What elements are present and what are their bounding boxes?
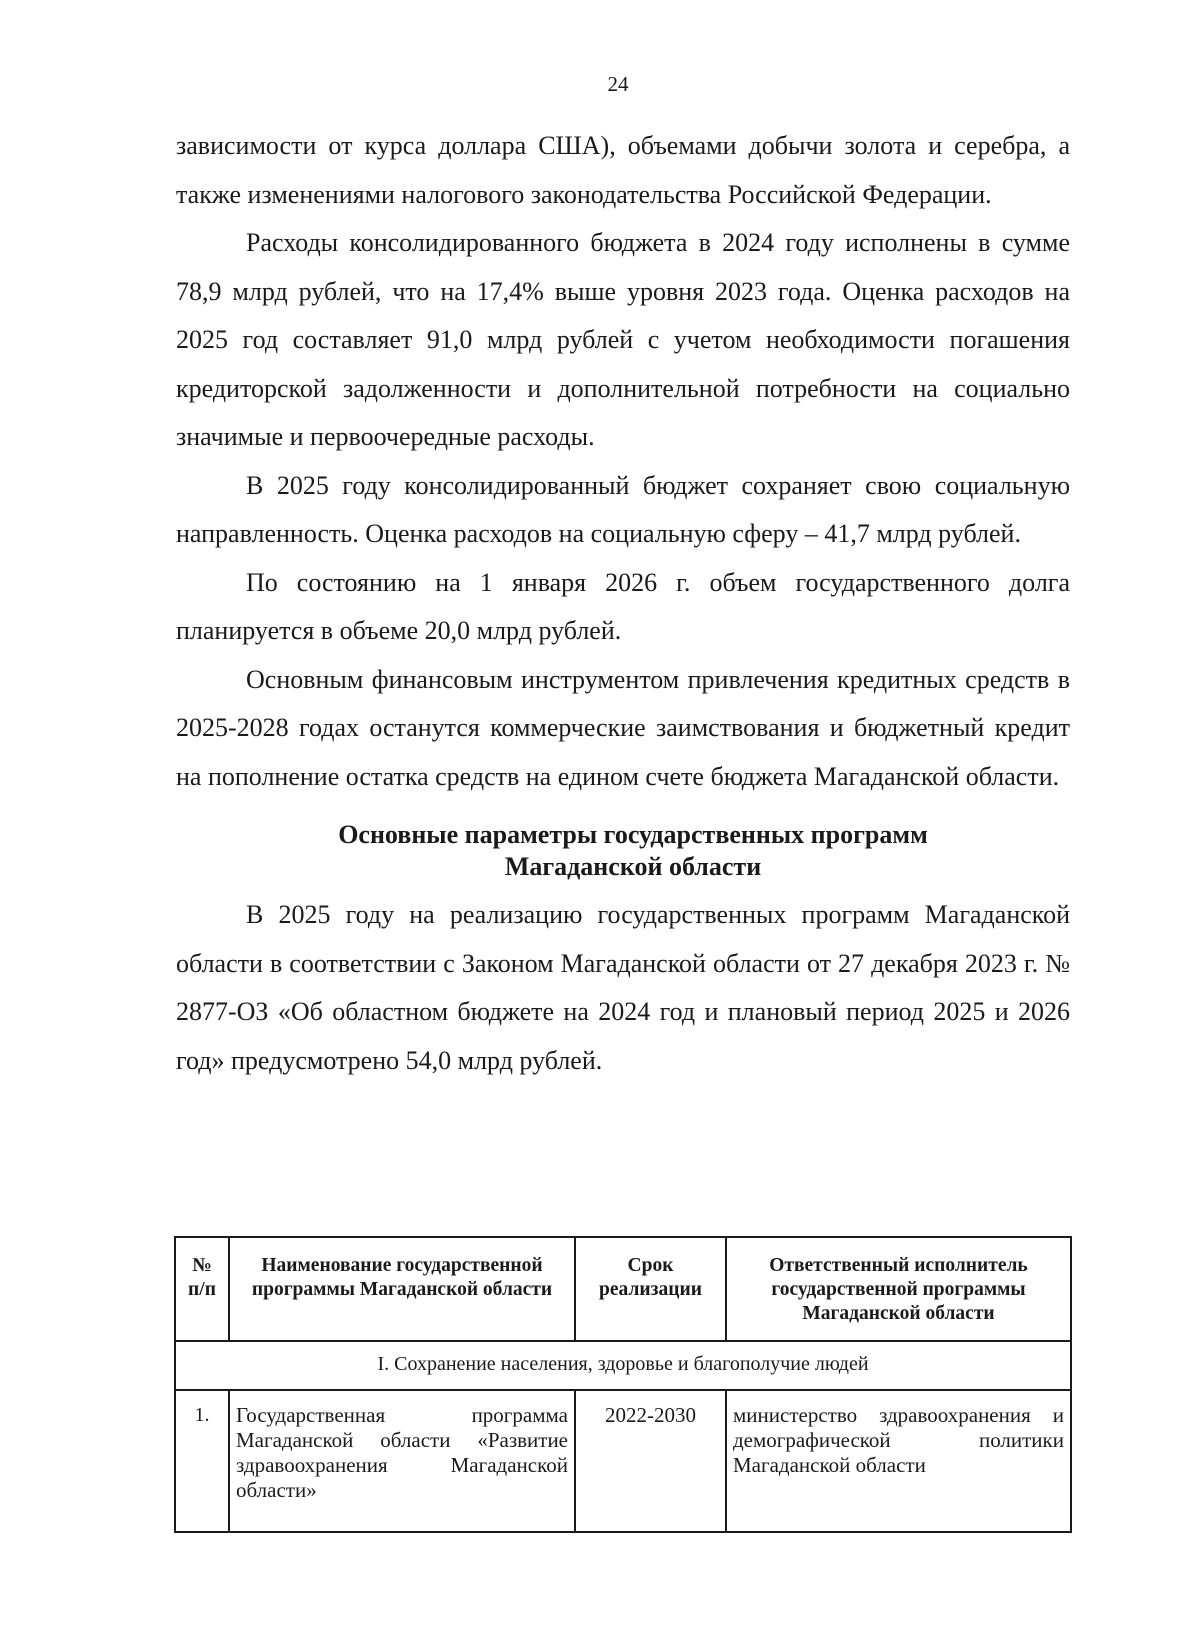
paragraph-continuation: зависимости от курса доллара США), объемами добычи золота и серебра, а также изменениями налогового законодательства Российской Федерации. — [176, 131, 1070, 209]
header-period: Срок реализации — [575, 1237, 726, 1341]
section-title-line-1: Основные параметры государственных программ — [338, 820, 928, 849]
row-period: 2022-2030 — [575, 1390, 726, 1532]
document-body — [176, 122, 1070, 1085]
paragraph-programs: В 2025 году на реализацию государственных программ Магаданской области в соответствии с Законом Магаданской области от 27 декабря 2023 г. № 2877-ОЗ «Об областном бюджете на 2024 год и плановый период 2025 и 2026 год» предусмотрено 54,0 млрд рублей. — [176, 900, 1070, 1075]
section-title — [176, 819, 1070, 883]
header-number: № п/п — [175, 1237, 229, 1341]
section-title-line-2: Магаданской области — [504, 852, 762, 881]
table-header-row — [175, 1237, 1071, 1341]
table-row — [175, 1390, 1071, 1532]
table-section-row — [175, 1341, 1071, 1390]
page-number: 24 — [607, 72, 629, 96]
row-program-name: Государственная программа Магаданской области «Развитие здравоохранения Магаданской области» — [229, 1390, 575, 1532]
section-heading-cell: I. Сохранение населения, здоровье и благополучие людей — [175, 1341, 1071, 1390]
programs-table — [174, 1236, 1072, 1533]
row-number: 1. — [175, 1390, 229, 1532]
header-program-name: Наименование государственной программы Магаданской области — [229, 1237, 575, 1341]
paragraph-social-focus: В 2025 году консолидированный бюджет сохраняет свою социальную направленность. Оценка расходов на социальную сферу – 41,7 млрд рублей. — [176, 470, 1070, 548]
row-executor: министерство здравоохранения и демографической политики Магаданской области — [726, 1390, 1071, 1532]
paragraph-borrowing: Основным финансовым инструментом привлечения кредитных средств в 2025-2028 годах останутся коммерческие заимствования и бюджетный кредит на пополнение остатка средств на едином счете бюджета Магаданской области. — [176, 664, 1070, 791]
header-executor: Ответственный исполнитель государственной программы Магаданской области — [726, 1237, 1071, 1341]
paragraph-state-debt: По состоянию на 1 января 2026 г. объем государственного долга планируется в объеме 20,0 млрд рублей. — [176, 567, 1070, 645]
paragraph-expenses: Расходы консолидированного бюджета в 2024 году исполнены в сумме 78,9 млрд рублей, что на 17,4% выше уровня 2023 года. Оценка расходов на 2025 год составляет 91,0 млрд рублей с учетом необходимости погашения кредиторской задолженности и дополнительной потребности на социально значимые и первоочередные расходы. — [176, 228, 1070, 451]
